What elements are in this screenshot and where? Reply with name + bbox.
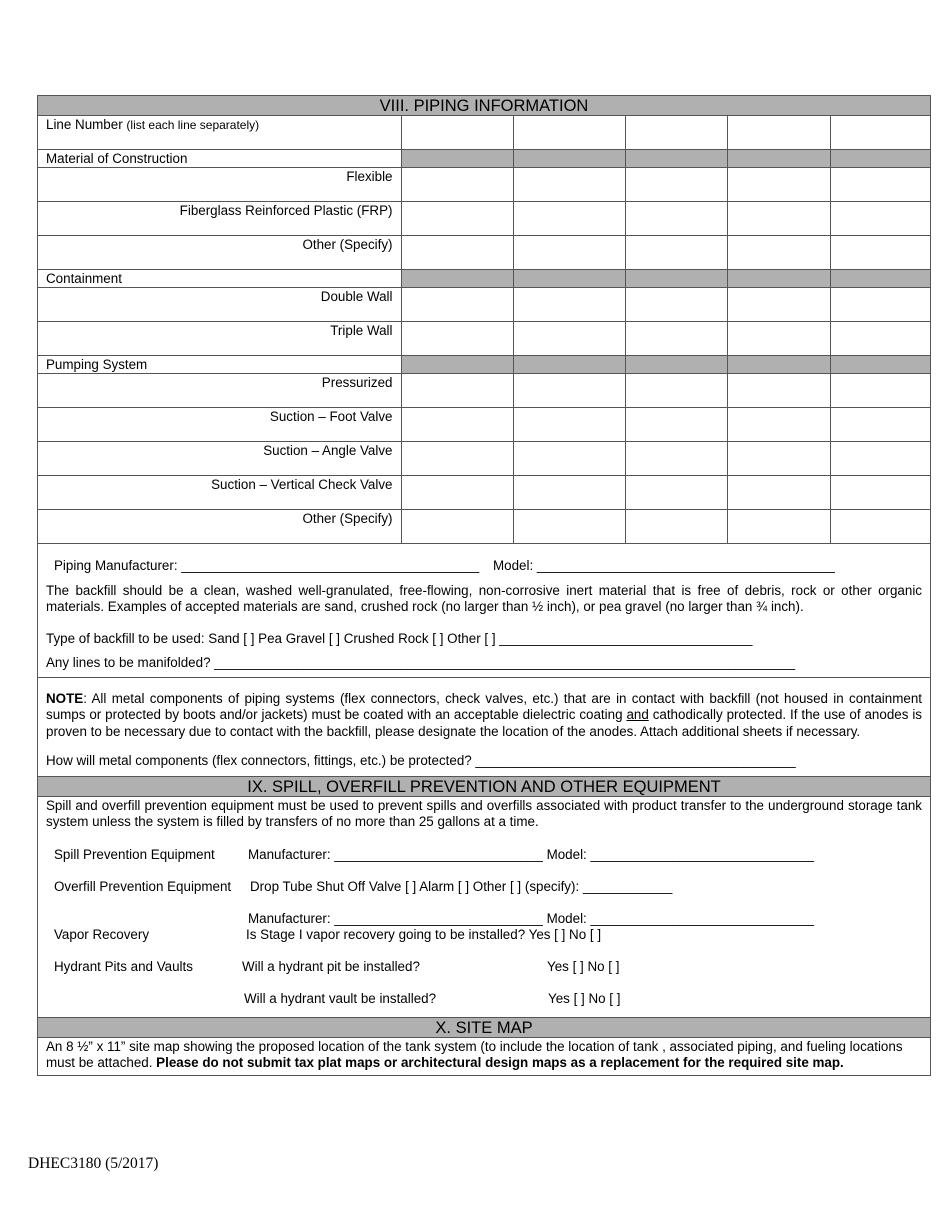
- table-cell[interactable]: [625, 235, 727, 269]
- table-cell[interactable]: [727, 509, 830, 543]
- note-text-1: : All metal components of piping systems (flex connectors, check valves, etc.) that are in contact with backfill (not housed in containment sumps or protected by boots and/or jackets) must be coated with an acceptable dielectric coating: [46, 690, 922, 722]
- backfill-text: The backfill should be a clean, washed well-granulated, free-flowing, non-corrosive inert material that is free of debris, rock or other organic materials. Examples of accepted materials are sand, crushed rock (no larger than ½ inch), or pea gravel (no larger than ¾ inch).: [46, 582, 922, 614]
- table-cell[interactable]: [513, 235, 625, 269]
- backfill-type-field[interactable]: Type of backfill to be used: Sand [ ] Pea Gravel [ ] Crushed Rock [ ] Other [ ] __________________________________: [46, 630, 753, 646]
- note-paragraph: [46, 691, 922, 741]
- piping-table: [38, 116, 930, 544]
- line-2-input[interactable]: [513, 116, 625, 149]
- hydrant-vault-row: [46, 991, 922, 1007]
- overfill-manufacturer-row: [46, 911, 922, 927]
- table-cell[interactable]: [513, 475, 625, 509]
- table-cell[interactable]: [727, 373, 830, 407]
- table-cell[interactable]: [830, 287, 930, 321]
- table-cell[interactable]: [625, 167, 727, 201]
- table-cell[interactable]: [513, 201, 625, 235]
- material-heading-row: [38, 149, 930, 167]
- sitemap-section: [38, 1038, 930, 1075]
- line-number-note: (list each line separately): [126, 118, 260, 132]
- containment-triple-label: Triple Wall: [38, 321, 401, 355]
- table-cell[interactable]: [727, 407, 830, 441]
- pumping-heading: Pumping System: [38, 355, 401, 373]
- containment-heading: Containment: [38, 269, 401, 287]
- sitemap-text: An 8 ½” x 11” site map showing the proposed location of the tank system (to include the location of tank , associated piping, and fueling locations must be attached.: [46, 1038, 903, 1070]
- table-cell[interactable]: [513, 509, 625, 543]
- table-cell[interactable]: [830, 167, 930, 201]
- material-flexible-label: Flexible: [38, 167, 401, 201]
- pumping-angle-valve-label: Suction – Angle Valve: [38, 441, 401, 475]
- containment-heading-row: [38, 269, 930, 287]
- table-cell[interactable]: [401, 475, 513, 509]
- table-cell[interactable]: [513, 441, 625, 475]
- spill-section: [38, 797, 930, 1017]
- material-heading: Material of Construction: [38, 149, 401, 167]
- table-cell[interactable]: [727, 287, 830, 321]
- table-cell[interactable]: [513, 167, 625, 201]
- material-row-flexible: [38, 167, 930, 201]
- pumping-row-angle-valve: [38, 441, 930, 475]
- table-cell[interactable]: [830, 201, 930, 235]
- pumping-row-pressurized: [38, 373, 930, 407]
- protect-question-field[interactable]: How will metal components (flex connectors, fittings, etc.) be protected? ___________________________________________: [46, 753, 796, 768]
- table-cell[interactable]: [727, 321, 830, 355]
- containment-row-triple: [38, 321, 930, 355]
- table-cell[interactable]: [625, 407, 727, 441]
- line-1-input[interactable]: [401, 116, 513, 149]
- piping-details: [38, 544, 930, 677]
- vault-question: Will a hydrant vault be installed?: [244, 990, 437, 1006]
- table-cell[interactable]: [401, 509, 513, 543]
- material-row-other: [38, 235, 930, 269]
- pit-answer[interactable]: Yes [ ] No [ ]: [547, 958, 620, 974]
- table-cell[interactable]: [830, 321, 930, 355]
- containment-double-label: Double Wall: [38, 287, 401, 321]
- piping-manufacturer-field[interactable]: Piping Manufacturer: ________________________________________: [54, 557, 480, 573]
- table-cell[interactable]: [625, 287, 727, 321]
- overfill-row: [46, 879, 922, 895]
- pumping-row-check-valve: [38, 475, 930, 509]
- pumping-check-valve-label: Suction – Vertical Check Valve: [38, 475, 401, 509]
- table-cell[interactable]: [401, 321, 513, 355]
- spill-label: Spill Prevention Equipment: [54, 846, 215, 862]
- table-cell[interactable]: [727, 167, 830, 201]
- spill-intro: Spill and overfill prevention equipment must be used to prevent spills and overfills associated with product transfer to the underground storage tank system unless the system is filled by transfers of no more than 25 gallons at a time.: [46, 797, 922, 829]
- vapor-label: Vapor Recovery: [54, 926, 150, 942]
- sitemap-section-header: X. SITE MAP: [38, 1017, 930, 1038]
- note-block: [38, 677, 930, 776]
- table-cell[interactable]: [625, 321, 727, 355]
- form-code: DHEC3180 (5/2017): [28, 1155, 159, 1172]
- line-5-input[interactable]: [830, 116, 930, 149]
- manifolded-field[interactable]: Any lines to be manifolded? ______________________________________________________________________________: [46, 655, 796, 670]
- material-other-label: Other (Specify): [38, 235, 401, 269]
- form-body: [37, 95, 931, 1076]
- table-cell[interactable]: [625, 509, 727, 543]
- table-cell[interactable]: [513, 407, 625, 441]
- table-cell[interactable]: [401, 441, 513, 475]
- hydrant-pit-row: [46, 959, 922, 975]
- table-cell[interactable]: [401, 235, 513, 269]
- table-cell[interactable]: [401, 373, 513, 407]
- pit-question: Will a hydrant pit be installed?: [242, 958, 420, 974]
- table-cell[interactable]: [830, 235, 930, 269]
- piping-section-header: VIII. PIPING INFORMATION: [38, 96, 930, 116]
- table-cell[interactable]: [830, 373, 930, 407]
- containment-row-double: [38, 287, 930, 321]
- sitemap-paragraph: [46, 1039, 922, 1072]
- table-cell[interactable]: [830, 509, 930, 543]
- table-cell[interactable]: [830, 441, 930, 475]
- pumping-pressurized-label: Pressurized: [38, 373, 401, 407]
- spill-fields[interactable]: Manufacturer: ____________________________ Model: ______________________________: [248, 846, 814, 862]
- table-cell[interactable]: [513, 287, 625, 321]
- note-label: NOTE: [46, 690, 84, 706]
- table-cell[interactable]: [625, 441, 727, 475]
- spill-equipment-row: [46, 847, 922, 863]
- material-frp-label: Fiberglass Reinforced Plastic (FRP): [38, 201, 401, 235]
- vault-answer[interactable]: Yes [ ] No [ ]: [548, 990, 621, 1006]
- table-cell[interactable]: [513, 321, 625, 355]
- line-number-row: [38, 116, 930, 149]
- table-cell[interactable]: [625, 201, 727, 235]
- table-cell[interactable]: [401, 201, 513, 235]
- line-number-label: Line Number: [46, 117, 123, 132]
- note-and: and: [626, 707, 649, 722]
- hydrant-label: Hydrant Pits and Vaults: [54, 958, 193, 974]
- line-3-input[interactable]: [625, 116, 727, 149]
- pumping-other-label: Other (Specify): [38, 509, 401, 543]
- pumping-row-other: [38, 509, 930, 543]
- vapor-row: [46, 927, 922, 943]
- table-cell[interactable]: [401, 407, 513, 441]
- table-cell[interactable]: [727, 201, 830, 235]
- table-cell[interactable]: [401, 287, 513, 321]
- overfill-fields[interactable]: Drop Tube Shut Off Valve [ ] Alarm [ ] Other [ ] (specify): ____________: [250, 878, 673, 894]
- material-row-frp: [38, 201, 930, 235]
- table-cell[interactable]: [401, 167, 513, 201]
- pumping-heading-row: [38, 355, 930, 373]
- table-cell[interactable]: [727, 441, 830, 475]
- pumping-row-foot-valve: [38, 407, 930, 441]
- table-cell[interactable]: [727, 475, 830, 509]
- vapor-question[interactable]: Is Stage I vapor recovery going to be installed? Yes [ ] No [ ]: [246, 926, 602, 942]
- piping-model-field[interactable]: Model: ________________________________________: [493, 557, 835, 573]
- table-cell[interactable]: [625, 475, 727, 509]
- spill-section-header: IX. SPILL, OVERFILL PREVENTION AND OTHER EQUIPMENT: [38, 776, 930, 797]
- table-cell[interactable]: [830, 475, 930, 509]
- table-cell[interactable]: [513, 373, 625, 407]
- sitemap-bold-text: Please do not submit tax plat maps or architectural design maps as a replacement for the required site map.: [156, 1055, 844, 1070]
- pumping-foot-valve-label: Suction – Foot Valve: [38, 407, 401, 441]
- note-text-2: cathodically protected. If the use of anodes is proven to be necessary due to contact with the backfill, please designate the location of the anodes. Attach additional sheets if necessary.: [46, 707, 922, 739]
- table-cell[interactable]: [830, 407, 930, 441]
- table-cell[interactable]: [727, 235, 830, 269]
- manufacturer-row: [46, 558, 922, 574]
- line-4-input[interactable]: [727, 116, 830, 149]
- overfill-manufacturer[interactable]: Manufacturer: ____________________________ Model: ______________________________: [248, 910, 814, 926]
- line-number-label-cell: [38, 116, 401, 149]
- overfill-label: Overfill Prevention Equipment: [54, 878, 232, 894]
- table-cell[interactable]: [625, 373, 727, 407]
